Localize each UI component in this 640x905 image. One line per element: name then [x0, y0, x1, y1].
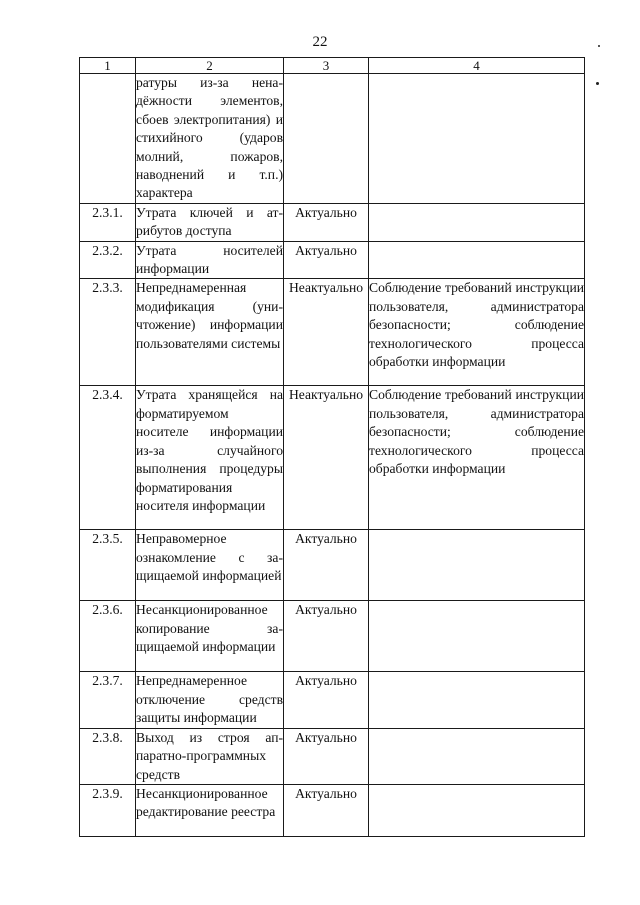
threat-cell: Утрата ключей и атрибутов доступа	[136, 203, 284, 241]
column-header: 1	[80, 58, 136, 74]
table-row	[80, 784, 585, 836]
table-row	[80, 601, 585, 672]
status-cell: Актуально	[284, 784, 369, 836]
status-cell: Неактуально	[284, 386, 369, 530]
threat-cell: ратуры из-за ненадёжности элементов, сбоев электропитания) и стихийного (ударов молний, пожаров, наводнений и т.п.) характера	[136, 74, 284, 204]
status-cell: Актуально	[284, 672, 369, 728]
table-row	[80, 279, 585, 386]
scan-speck	[598, 45, 600, 47]
table-row	[80, 241, 585, 279]
table-row	[80, 386, 585, 530]
measures-cell	[369, 74, 585, 204]
status-cell: Актуально	[284, 203, 369, 241]
table-body	[80, 74, 585, 837]
page-number: 22	[312, 34, 328, 50]
measures-cell: Соблюдение требований инструкции пользователя, администратора безопасности; соблюдение технологического процесса обработки информации	[369, 279, 585, 386]
row-number-cell: 2.3.2.	[80, 241, 136, 279]
threat-cell: Утрата носителей информации	[136, 241, 284, 279]
row-number-cell: 2.3.3.	[80, 279, 136, 386]
threat-cell: Непреднамеренное отключение средств защиты информации	[136, 672, 284, 728]
threats-table	[79, 57, 585, 837]
status-cell: Актуально	[284, 728, 369, 784]
measures-cell: Соблюдение требований инструкции пользователя, администратора безопасности; соблюдение технологического процесса обработки информации	[369, 386, 585, 530]
row-number-cell: 2.3.6.	[80, 601, 136, 672]
table-row	[80, 672, 585, 728]
status-cell: Актуально	[284, 601, 369, 672]
row-number-cell: 2.3.4.	[80, 386, 136, 530]
row-number-cell	[80, 74, 136, 204]
measures-cell	[369, 672, 585, 728]
threat-cell: Несанкционированное редактирование реестра	[136, 784, 284, 836]
measures-cell	[369, 784, 585, 836]
column-header: 4	[369, 58, 585, 74]
threat-cell: Утрата хранящейся на форматируемом носителе информации из-за случайного выполнения процедуры форматирования носителя информации	[136, 386, 284, 530]
threat-cell: Выход из строя аппаратно-программных средств	[136, 728, 284, 784]
status-cell: Неактуально	[284, 279, 369, 386]
scan-speck	[596, 82, 599, 85]
threat-cell: Непреднамеренная модификация (уничтожение) информации пользователями системы	[136, 279, 284, 386]
row-number-cell: 2.3.5.	[80, 530, 136, 601]
measures-cell	[369, 530, 585, 601]
row-number-cell: 2.3.1.	[80, 203, 136, 241]
row-number-cell: 2.3.7.	[80, 672, 136, 728]
measures-cell	[369, 203, 585, 241]
status-cell: Актуально	[284, 530, 369, 601]
table-row	[80, 203, 585, 241]
column-header: 2	[136, 58, 284, 74]
table-header-row	[80, 58, 585, 74]
measures-cell	[369, 241, 585, 279]
row-number-cell: 2.3.9.	[80, 784, 136, 836]
column-header: 3	[284, 58, 369, 74]
measures-cell	[369, 601, 585, 672]
row-number-cell: 2.3.8.	[80, 728, 136, 784]
status-cell: Актуально	[284, 241, 369, 279]
table-row	[80, 74, 585, 204]
threat-cell: Неправомерное ознакомление с защищаемой информацией	[136, 530, 284, 601]
table-row	[80, 530, 585, 601]
table-row	[80, 728, 585, 784]
status-cell	[284, 74, 369, 204]
measures-cell	[369, 728, 585, 784]
threat-cell: Несанкционированное копирование защищаемой информации	[136, 601, 284, 672]
